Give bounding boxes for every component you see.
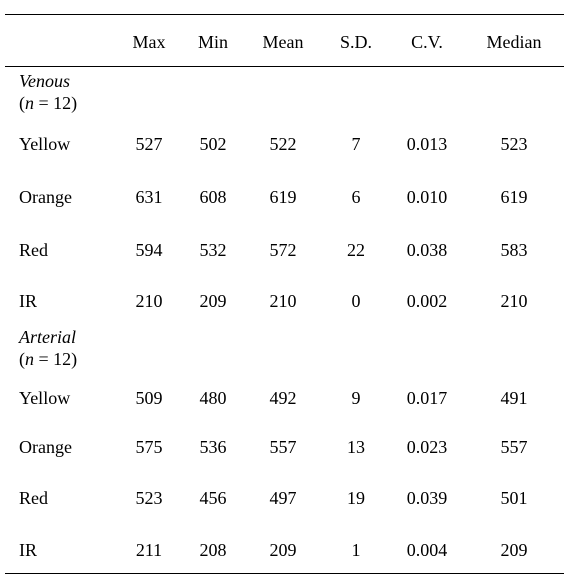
row-label: IR [19,540,37,560]
table-bottom-rule [5,573,564,574]
table-cell: 0.017 [406,388,448,408]
table-cell: 502 [199,134,227,154]
table-cell: 522 [269,134,297,154]
table-cell: 19 [347,488,365,508]
table-cell: 480 [199,388,227,408]
table-cell: 6 [351,187,361,207]
table-cell: 572 [269,240,297,260]
row-label: Yellow [19,134,71,154]
table-cell: 456 [199,488,227,508]
row-label: Red [19,240,48,260]
table-cell: 532 [199,240,227,260]
table-cell: 13 [347,437,365,457]
group-name: Venous [19,71,70,91]
table-cell: 0 [351,291,361,311]
table-cell: 594 [135,240,163,260]
table-cell: 210 [135,291,163,311]
table-cell: 619 [500,187,528,207]
column-header-cv: C.V. [411,32,443,52]
table-cell: 209 [199,291,227,311]
column-header-median: Median [486,32,542,52]
table-cell: 608 [199,187,227,207]
table-cell: 209 [269,540,297,560]
table-cell: 0.002 [406,291,448,311]
group-label-venous [19,70,77,114]
table-cell: 536 [199,437,227,457]
table-cell: 211 [135,540,163,560]
table-cell: 583 [500,240,528,260]
group-name: Arterial [19,327,76,347]
table-cell: 208 [199,540,227,560]
table-cell: 22 [347,240,365,260]
column-header-min: Min [197,32,228,52]
group-label-arterial [19,326,77,370]
table-cell: 1 [351,540,361,560]
table-top-rule [5,14,564,15]
table-header-rule [5,66,564,67]
table-cell: 619 [269,187,297,207]
table-cell: 210 [269,291,297,311]
table-cell: 523 [135,488,163,508]
table-cell: 492 [269,388,297,408]
table-cell: 575 [135,437,163,457]
table-cell: 501 [500,488,528,508]
row-label: Orange [19,437,72,457]
table-cell: 209 [500,540,528,560]
table-cell: 0.013 [406,134,448,154]
table-cell: 0.004 [406,540,448,560]
group-sample-size: (n = 12) [19,93,78,113]
table-cell: 509 [135,388,163,408]
table-cell: 0.010 [406,187,448,207]
table-cell: 527 [135,134,163,154]
table-cell: 497 [269,488,297,508]
table-cell: 9 [351,388,361,408]
group-sample-size: (n = 12) [19,349,78,369]
table-cell: 0.038 [406,240,448,260]
table-cell: 210 [500,291,528,311]
table-cell: 557 [500,437,528,457]
table-cell: 631 [135,187,163,207]
table-cell: 523 [500,134,528,154]
column-header-mean: Mean [262,32,304,52]
table-cell: 491 [500,388,528,408]
row-label: Orange [19,187,72,207]
row-label: IR [19,291,37,311]
row-label: Red [19,488,48,508]
row-label: Yellow [19,388,71,408]
column-header-sd: S.D. [339,32,372,52]
table-cell: 0.039 [406,488,448,508]
table-cell: 0.023 [406,437,448,457]
table-cell: 7 [351,134,361,154]
table-cell: 557 [269,437,297,457]
column-header-max: Max [132,32,166,52]
